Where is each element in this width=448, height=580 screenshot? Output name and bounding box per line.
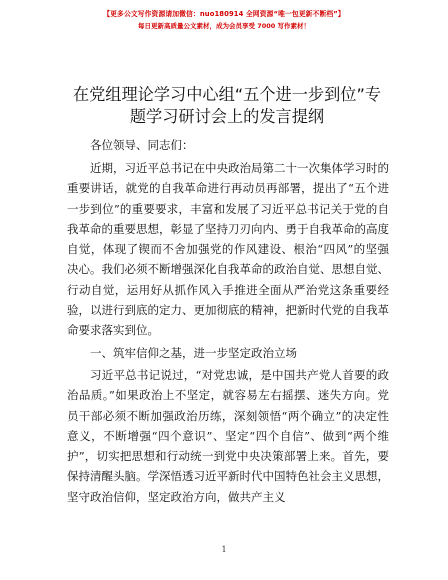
promo-banner-line-2: 每日更新高质量公文素材，成为会员享受 7000 写作素材！ bbox=[137, 22, 311, 30]
greeting: 各位领导、同志们： bbox=[90, 138, 194, 152]
title-line-1: 在党组理论学习中心组“五个进一步到位”专 bbox=[72, 85, 382, 104]
paragraph-section-1: 习近平总书记说过，“对党忠诚，是中国共产党人首要的政治品质。”如果政治上不坚定，就容易左右摇摆、迷失方向。党员干部必须不断加强政治历练，深刻领悟“两个确立”的决定性意义，不断增强“四个意识”、坚定“四个自信”、做到“两个维护”，切实把思想和行动统一到党中央决策部署上来。首先，要保持清醒头脑。学深悟透习近平新时代中国特色社会主义思想，坚守政治信仰，坚定政治方向，做共产主义 bbox=[67, 367, 389, 504]
document-body bbox=[67, 158, 389, 507]
section-heading-1: 一、筑牢信仰之基，进一步坚定政治立场 bbox=[90, 345, 297, 360]
promo-banner-line-1: 【更多公文写作资源请加微信：nuo180914 全网资源“唯一包更新不断档”】 bbox=[103, 10, 345, 18]
title-line-2: 题学习研讨会上的发言提纲 bbox=[129, 107, 325, 126]
paragraph-intro: 近期，习近平总书记在中央政治局第二十一次集体学习时的重要讲话，就党的自我革命进行再动员再部署，提出了“五个进一步到位”的重要要求，丰富和发展了习近平总书记关于党的自我革命的重要思想，彰显了坚持刀刃向内、勇于自我革命的高度自觉，体现了锲而不舍加强党的作风建设、根治“四风”的坚强决心。我们必须不断增强深化自我革命的政治自觉、思想自觉、行动自觉，运用好从抓作风入手推进全面从严治党这条重要经验，以进行到底的定力、更加彻底的精神，把新时代党的自我革命要求落实到位。 bbox=[67, 161, 389, 338]
page-number: 1 bbox=[221, 545, 227, 554]
document-title bbox=[62, 84, 392, 128]
